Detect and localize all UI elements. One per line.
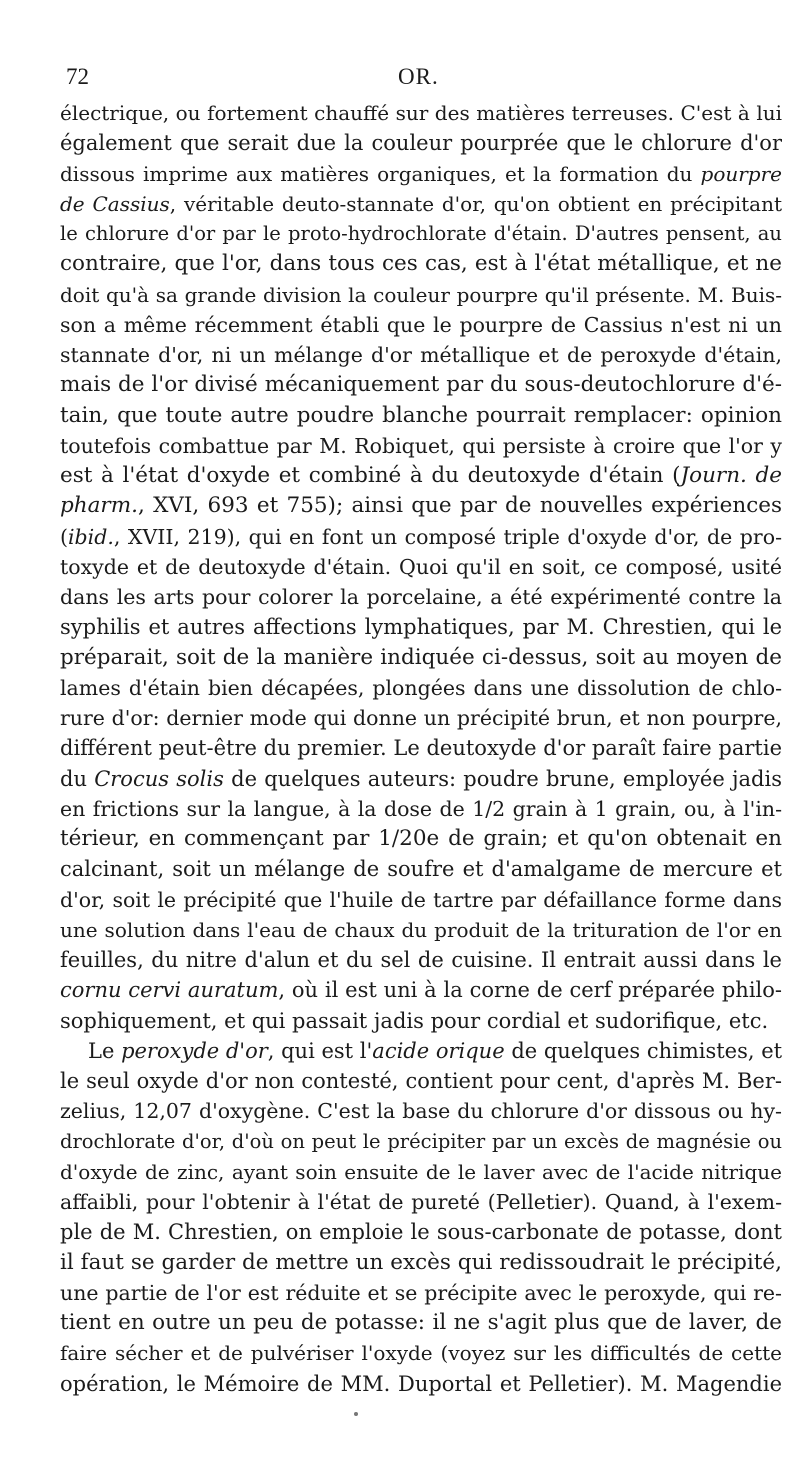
text-segment: , où il est uni à la corne de cerf préparée philo- <box>278 978 782 1003</box>
text-segment: en frictions sur la langue, à la dose de 1/2 grain à 1 grain, ou, à l'in- <box>60 796 782 821</box>
text-segment: dissous imprime aux matières organiques, et la formation du <box>60 161 701 186</box>
text-segment: faire sécher et de pulvériser l'oxyde (voyez sur les difficultés de cette <box>60 1341 782 1366</box>
text-line <box>60 310 782 340</box>
text-line <box>60 219 782 249</box>
text-segment: opération, le Mémoire de MM. Duportal et Pelletier). M. Magendie <box>60 1371 782 1396</box>
text-line <box>60 1338 782 1368</box>
text-line <box>60 280 782 310</box>
text-segment: stannate d'or, ni un mélange d'or métallique et de peroxyde d'étain, <box>60 343 782 367</box>
text-segment: Le <box>88 1038 122 1063</box>
text-line <box>60 249 782 279</box>
text-line <box>60 794 782 824</box>
text-segment: tient en outre un peu de potasse: il ne s'agit plus que de laver, de <box>60 1310 782 1335</box>
running-head: OR. <box>398 64 439 89</box>
text-segment: sophiquement, et qui passait jadis pour cordial et sudorifique, etc. <box>60 1008 769 1033</box>
italic-text: pharm. <box>60 493 138 519</box>
text-line <box>60 552 782 582</box>
text-segment: d'oxyde de zinc, ayant soin ensuite de le laver avec de l'acide nitrique <box>60 1159 782 1184</box>
text-line <box>60 885 782 915</box>
text-segment: tain, que toute autre poudre blanche pourrait remplacer: opinion <box>60 402 782 428</box>
text-segment: de quelques auteurs: poudre brune, employée jadis <box>223 766 782 791</box>
text-line <box>60 1308 782 1338</box>
text-segment: dans les arts pour colorer la porcelaine, a été expérimenté contre la <box>60 585 782 609</box>
text-line <box>60 1187 782 1217</box>
text-segment: drochlorate d'or, d'où on peut le précipiter par un excès de magnésie ou <box>60 1129 782 1153</box>
text-line <box>60 1036 782 1066</box>
text-line <box>60 1127 782 1157</box>
text-line <box>60 431 782 461</box>
text-line <box>60 461 782 491</box>
text-segment: différent peut-être du premier. Le deutoxyde d'or paraît faire partie <box>60 736 782 761</box>
text-line <box>60 1096 782 1126</box>
text-line <box>60 370 782 400</box>
italic-text: pourpre <box>700 161 782 186</box>
ink-speck <box>354 1412 358 1416</box>
text-line <box>60 522 782 552</box>
text-line <box>60 582 782 612</box>
text-line <box>60 340 782 370</box>
text-segment: toxyde et de deutoxyde d'étain. Quoi qu'il en soit, ce composé, usité <box>60 554 782 579</box>
text-line <box>60 643 782 673</box>
body-text <box>60 98 782 1399</box>
text-segment: térieur, en commençant par 1/20e de grain; et qu'on obtenait en <box>60 826 782 851</box>
text-line <box>60 612 782 642</box>
text-segment: toutefois combattue par M. Robiquet, qui persiste à croire que l'or y <box>60 433 782 458</box>
text-segment: affaibli, pour l'obtenir à l'état de pureté (Pelletier). Quand, à l'exem- <box>60 1190 782 1214</box>
text-line <box>60 673 782 703</box>
text-line <box>60 159 782 189</box>
text-segment: rure d'or: dernier mode qui donne un précipité brun, et non pourpre, <box>60 706 782 730</box>
italic-text: ibid. <box>68 524 114 549</box>
text-segment: contraire, que l'or, dans tous ces cas, est à l'état métallique, et ne <box>60 251 782 277</box>
text-segment: électrique, ou fortement chauffé sur des matières terreuses. C'est à lui <box>60 101 782 125</box>
italic-text: peroxyde d'or <box>121 1038 268 1063</box>
text-line <box>60 764 782 794</box>
text-segment: zelius, 12,07 d'oxygène. C'est la base du chlorure d'or dissous ou hy- <box>60 1099 782 1124</box>
text-line <box>60 1278 782 1308</box>
italic-text: de Cassius <box>60 191 170 216</box>
text-line <box>60 128 782 158</box>
text-segment: mais de l'or divisé mécaniquement par du sous-deutochlorure d'é- <box>60 372 782 398</box>
text-segment: de quelques chimistes, et <box>504 1038 782 1063</box>
text-line <box>60 703 782 733</box>
text-segment: du <box>60 766 95 791</box>
text-segment: également que serait due la couleur pourprée que le chlorure d'or <box>60 131 782 156</box>
text-segment: est à l'état d'oxyde et combiné à du deutoxyde d'étain ( <box>60 463 681 488</box>
text-line <box>60 733 782 763</box>
text-line <box>60 854 782 884</box>
italic-text: Journ. de <box>680 463 782 488</box>
text-line <box>60 915 782 945</box>
text-line <box>60 1217 782 1247</box>
text-segment: , véritable deuto-stannate d'or, qu'on obtient en précipitant <box>169 191 782 216</box>
text-segment: syphilis et autres affections lymphatiques, par M. Chrestien, qui le <box>60 615 782 640</box>
text-line <box>60 1006 782 1036</box>
text-line <box>60 401 782 431</box>
italic-text: cornu cervi auratum <box>60 978 279 1003</box>
text-segment: calcinant, soit un mélange de soufre et d'amalgame de mercure et <box>60 857 782 882</box>
text-line <box>60 1248 782 1278</box>
text-segment: feuilles, du nitre d'alun et du sel de cuisine. Il entrait aussi dans le <box>60 948 782 972</box>
text-segment: son a même récemment établi que le pourpre de Cassius n'est ni un <box>60 312 782 337</box>
text-segment: préparait, soit de la manière indiquée ci-dessus, soit au moyen de <box>60 644 782 670</box>
text-segment: ( <box>60 524 68 549</box>
text-line <box>60 491 782 521</box>
text-line <box>60 945 782 975</box>
text-segment: il faut se garder de mettre un excès qui redissoudrait le précipité, <box>60 1249 782 1275</box>
page-header <box>58 64 782 94</box>
text-line <box>60 975 782 1005</box>
text-line <box>60 1157 782 1187</box>
text-segment: doit qu'à sa grande division la couleur pourpre qu'il présente. M. Buis- <box>60 282 782 307</box>
page-number: 72 <box>66 64 89 89</box>
italic-text: Crocus solis <box>94 766 224 791</box>
text-segment: une partie de l'or est réduite et se précipite avec le peroxyde, qui re- <box>60 1280 782 1305</box>
text-segment: le seul oxyde d'or non contesté, contient pour cent, d'après M. Ber- <box>60 1069 782 1093</box>
text-segment: une solution dans l'eau de chaux du produit de la trituration de l'or en <box>60 917 782 942</box>
text-line <box>60 1369 782 1399</box>
text-line <box>60 98 782 128</box>
text-line <box>60 824 782 854</box>
text-segment: ple de M. Chrestien, on emploie le sous-carbonate de potasse, dont <box>60 1220 782 1245</box>
text-segment: le chlorure d'or par le proto-hydrochlorate d'étain. D'autres pensent, au <box>60 222 782 245</box>
italic-text: acide orique <box>372 1038 505 1063</box>
text-line <box>60 189 782 219</box>
text-segment: d'or, soit le précipité que l'huile de tartre par défaillance forme dans <box>60 887 782 912</box>
text-segment: lames d'étain bien décapées, plongées dans une dissolution de chlo- <box>60 675 782 700</box>
text-segment: , qui est l' <box>267 1038 373 1063</box>
text-segment: , XVI, 693 et 755); ainsi que par de nouvelles expériences <box>137 493 782 519</box>
text-line <box>60 1066 782 1096</box>
text-segment: , XVII, 219), qui en font un composé triple d'oxyde d'or, de pro- <box>113 524 782 549</box>
